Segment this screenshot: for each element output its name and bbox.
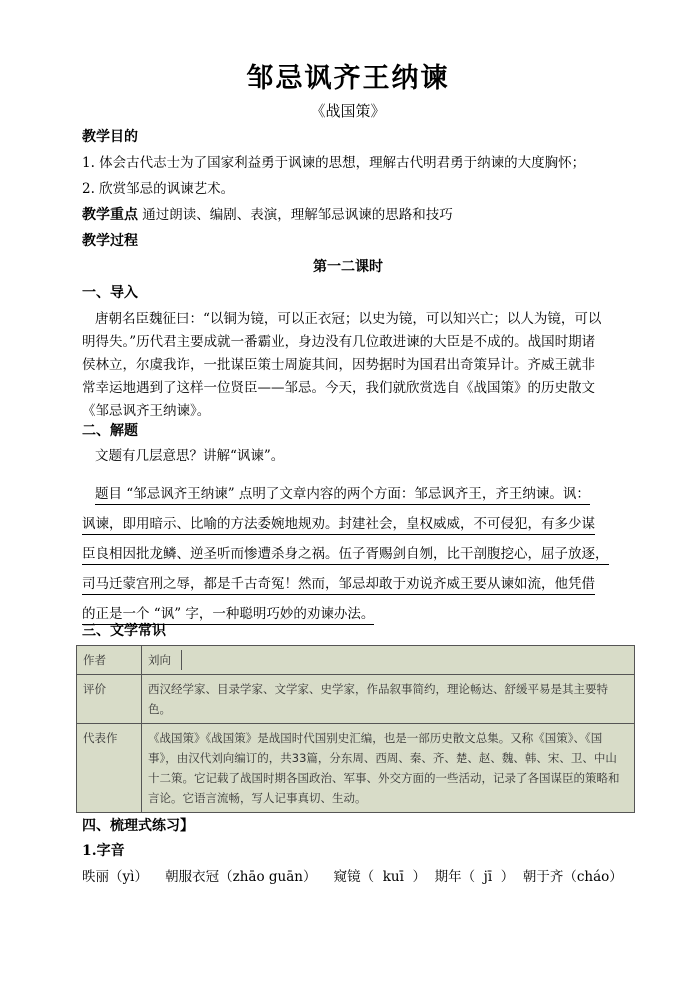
intro-line-4: 常幸运地遇到了这样一位贤臣——邹忌。今天，我们就欣赏选自《战国策》的历史散文 <box>82 380 595 396</box>
table-cell-label: 作者 <box>77 646 142 675</box>
section-practice-heading: 四、梳理式练习】 <box>82 818 194 834</box>
explanation-line-1: 题目 “邹忌讽齐王纳谏” 点明了文章内容的两个方面：邹忌讽齐王，齐王纳谏。讽： <box>95 486 590 505</box>
title-analysis-explanation <box>82 479 622 629</box>
section-intro-heading: 一、导入 <box>82 285 138 301</box>
pronunciation-line: 昳丽（yì） 朝服衣冠（zhāo guān） 窥镜（ kuī ） 期年（ jī ） 朝于齐（cháo） <box>82 869 623 885</box>
table-cell-value: 西汉经学家、目录学家、文学家、史学家，作品叙事简约，理论畅达、舒缓平易是其主要特色。 <box>142 675 635 724</box>
objective-item-1: 1. 体会古代志士为了国家利益勇于讽谏的思想，理解古代明君勇于纳谏的大度胸怀； <box>82 155 586 171</box>
intro-line-5: 《邹忌讽齐王纳谏》。 <box>82 403 211 419</box>
pronunciation-heading: 1.字音 <box>82 843 125 859</box>
author-value: 刘向 <box>148 650 182 670</box>
lesson-title: 第一二课时 <box>313 259 383 275</box>
explanation-line-3: 臣良相因批龙鳞、逆圣听而惨遭杀身之祸。伍子胥赐剑自刎，比干剖腹挖心，屈子放逐， <box>82 546 609 565</box>
focus-label: 教学重点 <box>82 207 138 223</box>
table-row <box>77 675 635 724</box>
objectives-heading: 教学目的 <box>82 129 138 145</box>
explanation-line-4: 司马迁蒙宫刑之辱，都是千古奇冤！然而，邹忌却敢于劝说齐威王要从谏如流，他凭借 <box>82 576 595 595</box>
section-title-analysis-heading: 二、解题 <box>82 423 138 439</box>
table-cell-label: 评价 <box>77 675 142 724</box>
process-heading: 教学过程 <box>82 233 138 249</box>
explanation-line-5: 的正是一个 “讽” 字，一种聪明巧妙的劝谏办法。 <box>82 606 374 625</box>
focus-text: 通过朗读、编剧、表演，理解邹忌讽谏的思路和技巧 <box>142 207 453 223</box>
table-row <box>77 646 635 675</box>
table-cell-value: 《战国策》《战国策》是战国时代国别史汇编，也是一部历史散文总集。又称《国策》、《国事》，由汉代刘向编订的，共33篇，分东周、西周、秦、齐、楚、赵、魏、韩、宋、卫、中山十二策。它记载了战国时期各国政治、军事、外交方面的一些活动，记录了各国谋臣的策略和言论。它语言流畅，写人记事真切、生动。 <box>142 724 635 813</box>
intro-line-3: 侯林立，尔虞我诈，一批谋臣策士周旋其间，因势据时为国君出奇策异计。齐威王就非 <box>82 357 595 373</box>
intro-line-1: 唐朝名臣魏征曰：“以铜为镜，可以正衣冠；以史为镜，可以知兴亡；以人为镜，可以 <box>95 311 602 327</box>
table-cell-label: 代表作 <box>77 724 142 813</box>
intro-paragraph <box>82 308 622 423</box>
focus-row <box>82 206 453 225</box>
table-cell-value <box>142 646 635 675</box>
objective-item-2: 2. 欣赏邹忌的讽谏艺术。 <box>82 181 235 197</box>
table-row <box>77 724 635 813</box>
explanation-line-2: 讽谏，即用暗示、比喻的方法委婉地规劝。封建社会，皇权威威，不可侵犯，有多少谋 <box>82 516 595 535</box>
intro-line-2: 明得失。”历代君主要成就一番霸业，身边没有几位敢进谏的大臣是不成的。战国时期诸 <box>82 334 596 350</box>
title-analysis-question: 文题有几层意思？讲解“讽谏”。 <box>95 448 285 464</box>
literary-knowledge-table <box>76 645 635 813</box>
section-literary-heading: 三、文学常识 <box>82 623 166 639</box>
document-subtitle: 《战国策》 <box>310 102 386 120</box>
document-title: 邹忌讽齐王纳谏 <box>246 63 450 94</box>
